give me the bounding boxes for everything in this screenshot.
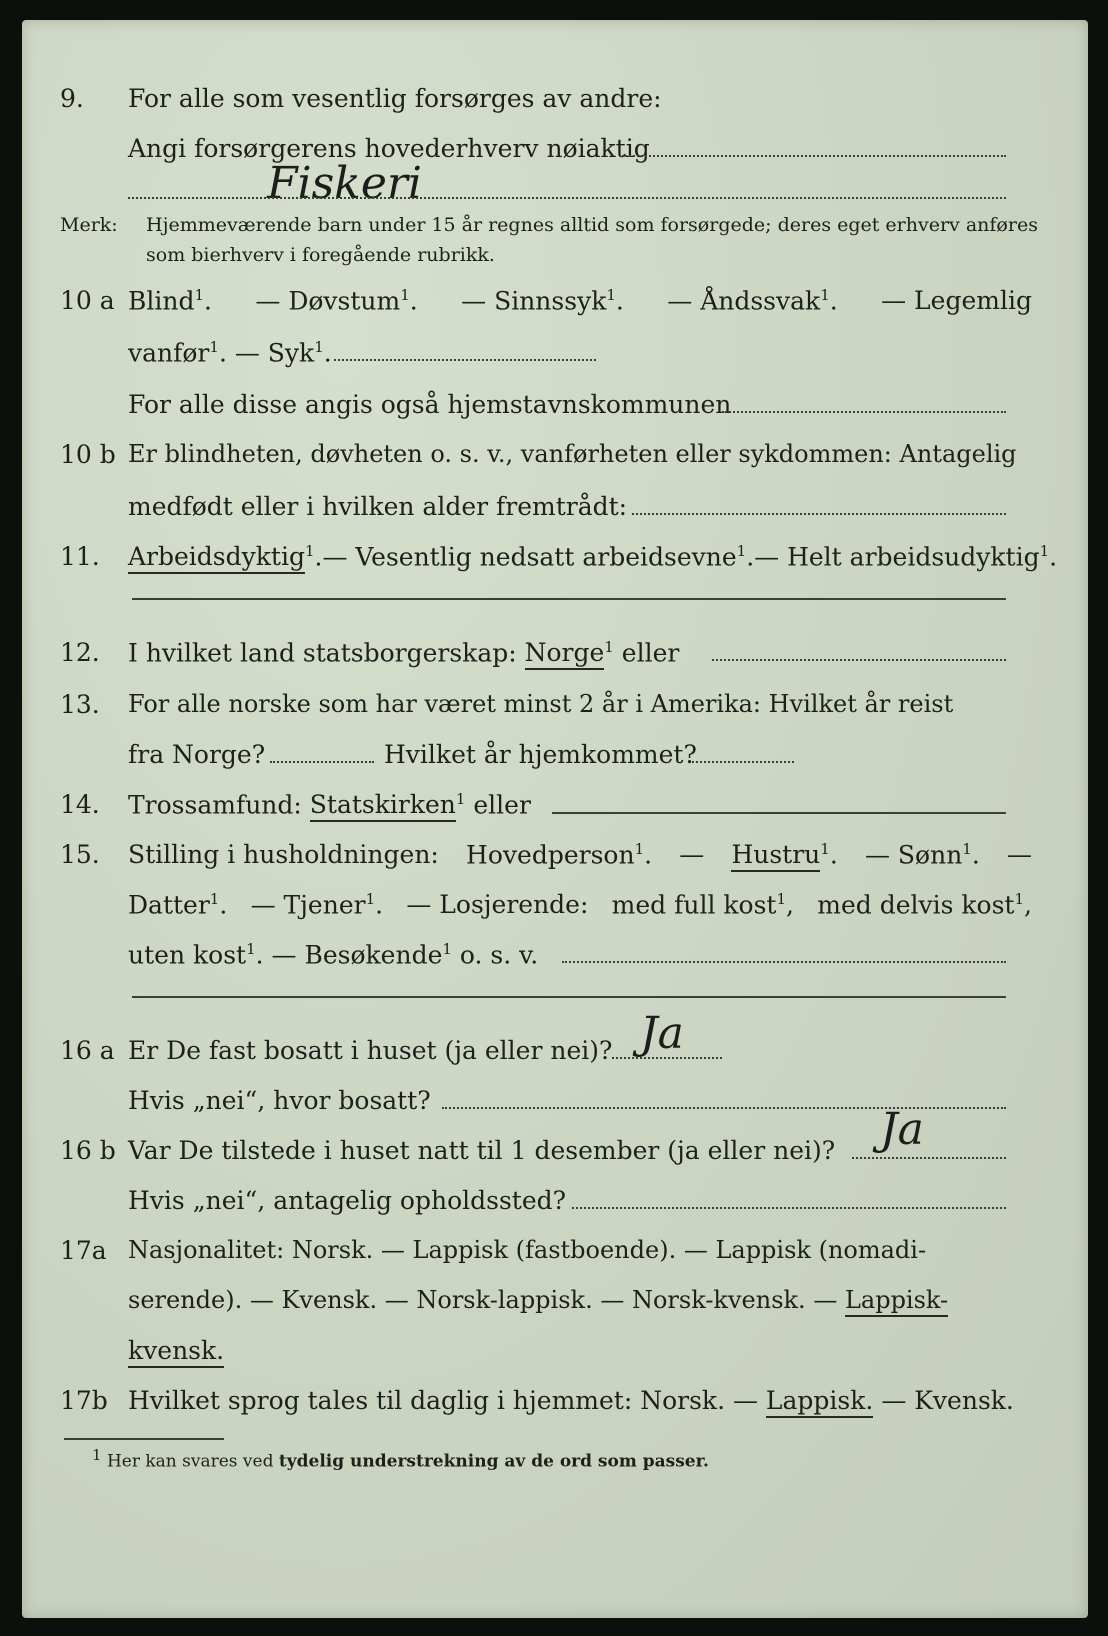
q15-tjener: — Tjener (250, 890, 366, 920)
q10a-syk: — Syk (234, 338, 315, 368)
q10a-number: 10 a (60, 286, 115, 315)
q15-fullkost: med full kost (611, 890, 777, 920)
q17a-number: 17a (60, 1236, 107, 1265)
q15-fill-line (562, 960, 1006, 963)
q11-number: 11. (60, 542, 100, 571)
q15-datter: Datter (128, 890, 210, 920)
q15-utenkost: uten kost (128, 940, 247, 970)
q10a-fill-line (334, 358, 596, 361)
footnote-mark: 1 (92, 1446, 102, 1464)
q11-row (22, 536, 1088, 576)
q10a-andssvak: — Åndssvak (667, 286, 821, 316)
q17a-row3 (22, 1330, 1088, 1370)
merk-label: Merk: (60, 214, 118, 236)
q12-row: 12. I hvilket land statsborgerskap: Norge$^1$ eller (22, 632, 1088, 672)
q9-handwritten-answer: Fiskeri (267, 158, 422, 209)
q10b-line1: Er blindheten, døvheten o. s. v., vanførheten eller sykdommen: Antagelig (128, 440, 1017, 468)
q15-row (22, 834, 1088, 874)
footnote (92, 1446, 709, 1472)
q17b-text: Hvilket sprog tales til daglig i hjemmet: Norsk. — (128, 1386, 758, 1415)
q17a-line2a: serende). — Kvensk. — Norsk-lappisk. — Norsk-kvensk. — (128, 1286, 838, 1314)
q13-hjem-line (692, 760, 794, 763)
q11-udyktig: — Helt arbeidsudyktig (754, 542, 1040, 572)
q10a-dovstum: — Døvstum (255, 286, 401, 316)
q13-line1: For alle norske som har været minst 2 år i Amerika: Hvilket år reist (128, 690, 954, 718)
census-form-page (22, 20, 1088, 1618)
q17a-row2 (22, 1280, 1088, 1320)
q15-dash2: — (1006, 840, 1032, 869)
q16b-fill-line (852, 1156, 1006, 1159)
q17a-lappisk: Lappisk- (845, 1286, 948, 1317)
q9-fill-line (622, 154, 1006, 157)
q15-hovedperson: Hovedperson (466, 840, 635, 870)
q9-line1: For alle som vesentlig forsørges av andre: (128, 84, 662, 113)
q13-number: 13. (60, 690, 100, 719)
q15-besokende: — Besøkende (271, 940, 443, 970)
q17a-row (22, 1230, 1088, 1270)
q10a-home-line (722, 410, 1006, 413)
footnote-rule (64, 1438, 224, 1440)
q10b-number: 10 b (60, 440, 116, 469)
q13-row2 (22, 734, 1088, 774)
q10b-row (22, 434, 1088, 474)
footnote-text-b: tydelig understrekning av de ord som passer. (278, 1451, 709, 1472)
q16a-row (22, 1030, 1088, 1070)
q15-losjerende: — Losjerende: (406, 890, 589, 919)
q13-line2a: fra Norge? (128, 740, 266, 769)
q9-answer-line (128, 196, 1006, 199)
q14-eller: eller (473, 790, 531, 820)
q10a-row2: vanfør$^1$. — Syk$^1$. (22, 332, 1088, 372)
q15-number: 15. (60, 840, 100, 869)
q16b-line2: Hvis „nei“, antagelig opholdssted? (128, 1186, 567, 1215)
q16a-handwritten-answer: Ja (640, 1008, 684, 1059)
q14-number: 14. (60, 790, 100, 819)
q9-number: 9. (60, 84, 84, 113)
q14-text: Trossamfund: (128, 790, 302, 820)
q15-osv: o. s. v. (459, 940, 539, 970)
q15-hustru: Hustru (731, 840, 820, 872)
q12-norge: Norge (525, 638, 605, 670)
q16b-opphold-line (572, 1206, 1006, 1209)
q11-nedsatt: — Vesentlig nedsatt arbeidsevne (322, 542, 737, 572)
q17b-row (22, 1380, 1088, 1420)
q16a-line2: Hvis „nei“, hvor bosatt? (128, 1086, 431, 1115)
q15-sonn: — Sønn (864, 840, 963, 870)
merk-text: Hjemmeværende barn under 15 år regnes alltid som forsørgede; deres eget erhverv anføres som bierhverv i foregående rubrikk. (146, 214, 1038, 266)
q17a-kvensk: kvensk. (128, 1336, 224, 1368)
q9-line2: Angi forsørgerens hovederhverv nøiaktig (128, 134, 650, 163)
q15-line2: Datter$^1$. — Tjener$^1$. — Losjerende: med full kost$^1$, med delvis kost$^1$, (128, 890, 1032, 920)
q9-row (22, 78, 1088, 118)
q11-rule (132, 598, 1006, 600)
q10a-sinnssyk: — Sinnssyk (461, 286, 607, 316)
q10a-row3 (22, 384, 1088, 424)
q15-line1: Stilling i husholdningen: Hovedperson$^1$. — Hustru$^1$. — Sønn$^1$. — (128, 840, 1032, 869)
q15-stilling: Stilling i husholdningen: (128, 840, 439, 869)
q11-arbeidsdyktig: Arbeidsdyktig (128, 542, 305, 574)
q17b-number: 17b (60, 1386, 108, 1415)
q17b-lappisk: Lappisk. (766, 1386, 873, 1418)
q16b-number: 16 b (60, 1136, 116, 1165)
q10a-blind: Blind (128, 286, 195, 316)
q13-row (22, 684, 1088, 724)
q16b-row (22, 1130, 1088, 1170)
q12-eller: eller (621, 638, 680, 668)
q10a-row (22, 280, 1088, 320)
q16b-line1: Var De tilstede i huset natt til 1 desember (ja eller nei)? (128, 1136, 836, 1165)
q16b-handwritten-answer: Ja (880, 1104, 924, 1155)
q9-row2 (22, 128, 1088, 168)
q14-fill-line (552, 812, 1006, 814)
q15-delviskost: med delvis kost (817, 890, 1015, 920)
q12-fill-line (712, 658, 1006, 661)
q10b-row2 (22, 486, 1088, 526)
q10a-vanfor: vanfør (128, 338, 210, 368)
q17b-kvensk: — Kvensk. (881, 1386, 1014, 1415)
q15-row2 (22, 884, 1088, 924)
q10b-fill-line (632, 512, 1006, 515)
footnote-text-a: Her kan svares ved (106, 1451, 274, 1472)
q16b-row2 (22, 1180, 1088, 1220)
q17a-line1: Nasjonalitet: Norsk. — Lappisk (fastboende). — Lappisk (nomadi- (128, 1236, 927, 1264)
q10a-options: Blind$^1$. — Døvstum$^1$. — Sinnssyk$^1$. — Åndssvak$^1$. — Legemlig (128, 286, 1032, 316)
q14-statskirken: Statskirken (310, 790, 456, 822)
q15-rule (132, 996, 1006, 998)
q16a-row2 (22, 1080, 1088, 1120)
q13-reist-line (270, 760, 374, 763)
q11-options: Arbeidsdyktig$^1$. — Vesentlig nedsatt arbeidsevne$^1$. — Helt arbeidsudyktig$^1$. (128, 542, 1032, 571)
q10a-line3: For alle disse angis også hjemstavnskommunen (128, 390, 732, 419)
q12-text: I hvilket land statsborgerskap: (128, 638, 517, 668)
q16a-number: 16 a (60, 1036, 115, 1065)
q12-number: 12. (60, 638, 100, 667)
q13-line2b: Hvilket år hjemkommet? (384, 740, 697, 769)
q16a-line1: Er De fast bosatt i huset (ja eller nei)? (128, 1036, 613, 1065)
q10b-line2: medfødt eller i hvilken alder fremtrådt: (128, 492, 628, 521)
q15-dash: — (679, 840, 705, 869)
q10a-legemlig: — Legemlig (881, 286, 1032, 315)
q14-row: 14. Trossamfund: Statskirken$^1$ eller (22, 784, 1088, 824)
q15-row3: uten kost$^1$. — Besøkende$^1$ o. s. v. (22, 934, 1088, 974)
